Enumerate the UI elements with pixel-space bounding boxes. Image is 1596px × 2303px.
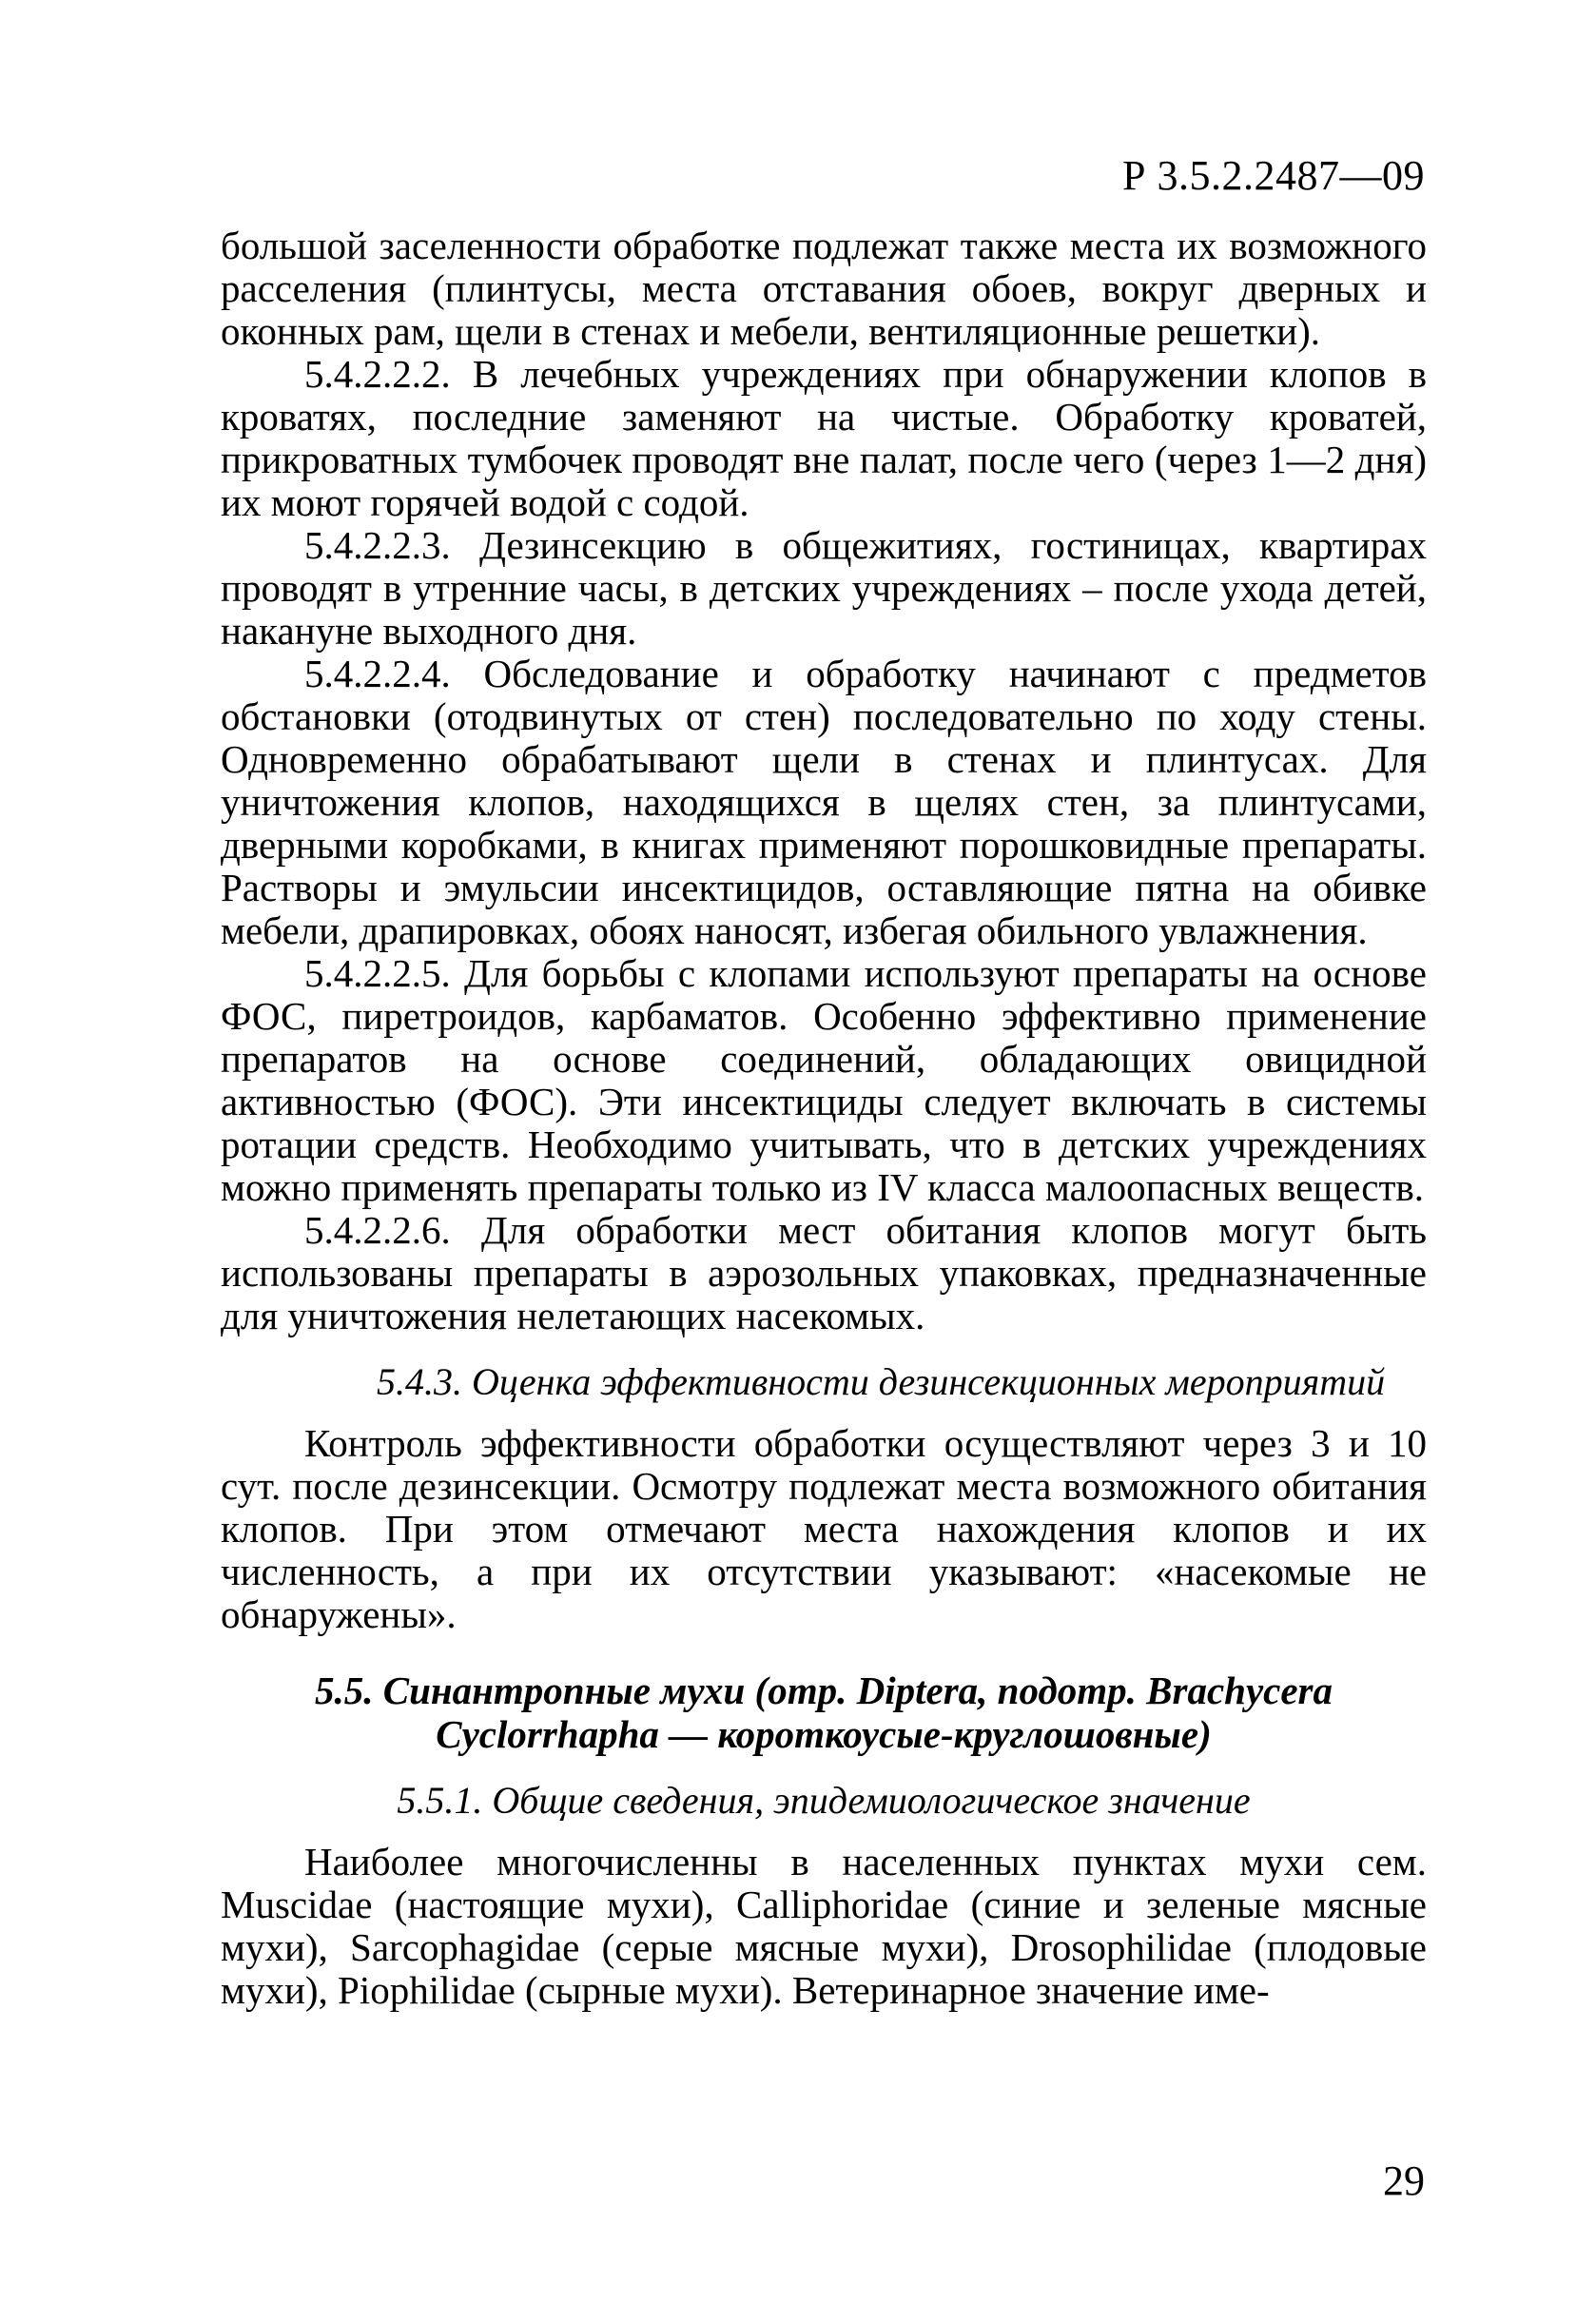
document-code: Р 3.5.2.2487—09 [1122, 152, 1425, 199]
page-body [221, 224, 1427, 2012]
section-heading-line-2: Cyclorrhapha — короткоусые-круглошовные) [436, 1712, 1212, 1756]
paragraph-5-5-1: Наиболее многочисленны в населенных пунктах мухи сем. Muscidae (настоящие мухи), Calliphoridae (синие и зеленые мясные мухи), Sarcophagidae (серые мясные мухи), Drosophilidae (плодовые мухи), Piophilidae (сырные мухи). Ветеринарное значение име- [221, 1840, 1427, 2012]
paragraph-continuation: большой заселенности обработке подлежат также места их возможного расселения (плинтусы, места отставания обоев, вокруг дверных и оконных рам, щели в стенах и мебели, вентиляционные решетки). [221, 224, 1427, 353]
paragraph-5-4-2-2-6: 5.4.2.2.6. Для обработки мест обитания клопов могут быть использованы препараты в аэрозольных упаковках, предназначенные для уничтожения нелетающих насекомых. [221, 1208, 1427, 1337]
subsection-heading-5-4-3: 5.4.3. Оценка эффективности дезинсекционных мероприятий [377, 1360, 1386, 1403]
paragraph-5-4-2-2-4: 5.4.2.2.4. Обследование и обработку начинают с предметов обстановки (отодвинутых от стен) последовательно по ходу стены. Одновременно обрабатывают щели в стенах и плинтусах. Для уничтожения клопов, находящихся в щелях стен, за плинтусами, дверными коробками, в книгах применяют порошковидные препараты. Растворы и эмульсии инсектицидов, оставляющие пятна на обивке мебели, драпировках, обоях наносят, избегая обильного увлажнения. [221, 652, 1427, 952]
paragraph-5-4-3: Контроль эффективности обработки осуществляют через 3 и 10 сут. после дезинсекции. Осмотру подлежат места возможного обитания клопов. При этом отмечают места нахождения клопов и их численность, а при их отсутствии указывают: «насекомые не обнаружены». [221, 1421, 1427, 1636]
section-heading-line-1: 5.5. Синантропные мухи (отр. Diptera, подотр. Brachycera [314, 1669, 1333, 1712]
subsection-heading-5-5-1: 5.5.1. Общие сведения, эпидемиологическое значение [397, 1779, 1251, 1822]
page-number: 29 [1383, 2157, 1425, 2204]
paragraph-5-4-2-2-2: 5.4.2.2.2. В лечебных учреждениях при обнаружении клопов в кроватях, последние заменяют на чистые. Обработку кроватей, прикроватных тумбочек проводят вне палат, после чего (через 1—2 дня) их моют горячей водой с содой. [221, 352, 1427, 524]
paragraph-5-4-2-2-3: 5.4.2.2.3. Дезинсекцию в общежитиях, гостиницах, квартирах проводят в утренние часы, в детских учреждениях – после ухода детей, накануне выходного дня. [221, 523, 1427, 653]
section-heading-5-5 [221, 1669, 1427, 1756]
paragraph-5-4-2-2-5: 5.4.2.2.5. Для борьбы с клопами используют препараты на основе ФОС, пиретроидов, карбаматов. Особенно эффективно применение препаратов на основе соединений, обладающих овицидной активностью (ФОС). Эти инсектициды следует включать в системы ротации средств. Необходимо учитывать, что в детских учреждениях можно применять препараты только из IV класса малоопасных веществ. [221, 951, 1427, 1209]
